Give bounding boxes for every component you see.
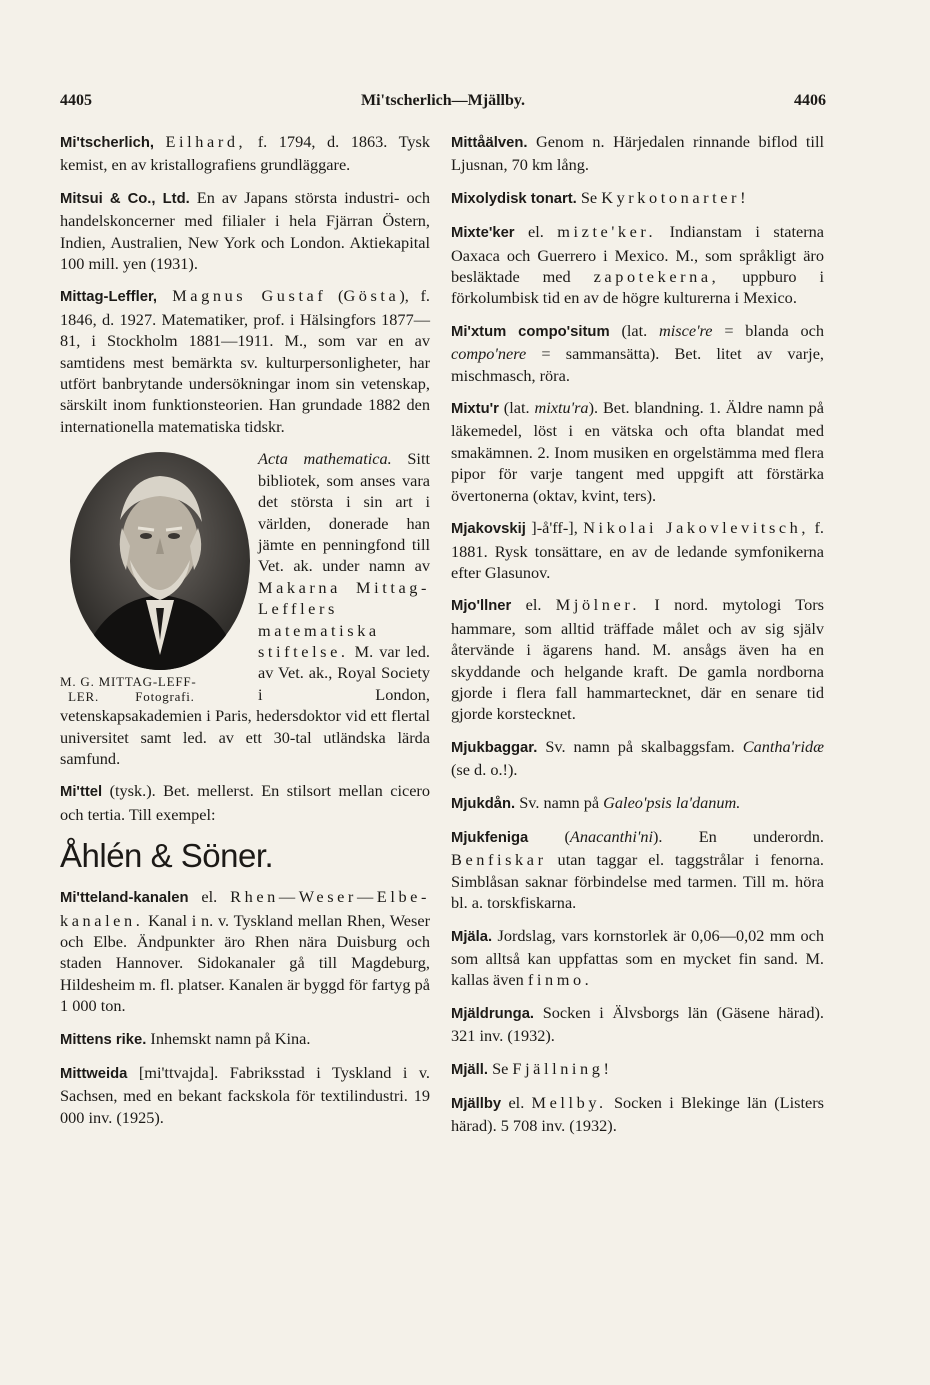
right-column (451, 131, 824, 1148)
entry-text: Jordslag, vars kornstorlek är 0,06—0,02 mm och som alltså kan uppfattas som en mycket fin sand. M. kallas även (451, 925, 824, 990)
latin-word: compo'nere (451, 344, 527, 364)
alt-name: mizte'ker. (557, 222, 657, 242)
entry-text: Socken i Älvsborgs län (Gäsene härad). 321 inv. (1932). (451, 1002, 824, 1046)
entry-text: [mi'ttvajda]. Fabriksstad i Tyskland i v. Sachsen, med en bekant fackskola för textilindustri. 19 000 inv. (1925). (60, 1063, 430, 1127)
headword: Mjo'llner (451, 598, 512, 615)
type-sample: Åhlén & Söner. (60, 837, 274, 875)
entry-text: uppburo i förkolumbisk tid en av de högre kulturerna i Mexico. (451, 267, 824, 308)
entry-mjukdan (451, 792, 824, 815)
entry-text: el. (188, 887, 231, 907)
entry-text: Indianstam i staterna Oaxaca och Guerrero i Mexico. M., som språkligt äro besläktade med (451, 222, 824, 287)
headword: Mittweida (60, 1066, 128, 1083)
entry-mittweida (60, 1062, 430, 1128)
entry-mjukbaggar (451, 736, 824, 781)
page-number-right: 4406 (794, 92, 826, 109)
entry-mjala (451, 925, 824, 991)
headword: Mjäll. (451, 1061, 488, 1078)
latin-word: mixtu'ra (534, 398, 589, 418)
entry-text: Socken i Blekinge län (Listers härad). 5 708 inv. (1932). (451, 1093, 824, 1136)
headword: Mi'tscherlich, (60, 135, 154, 151)
entry-text: (tysk.). Bet. mellerst. En stilsort mellan cicero och tertia. Till exempel: (60, 781, 430, 824)
entry-mittelland (60, 886, 430, 1016)
entry-text: I nord. mytologi Tors hammare, som alltid träffade målet och av sig själv återvände i ägarens hand. M. ansågs även ha en skyddande och helgande kraft. De gamla nordborna gjorde i flera fall hammartecknet, där en senare tid gjorde korstecknet. (451, 595, 824, 724)
headword: Mixte'ker (451, 225, 515, 242)
headword: Mjäla. (451, 928, 493, 945)
entry-mittag-leffler (60, 285, 430, 437)
page-number-left: 4405 (60, 92, 92, 109)
headword: Mjukdån. (451, 795, 516, 812)
entry-mjallby (451, 1092, 824, 1137)
entry-mjaldrunga (451, 1002, 824, 1047)
portrait-photo (68, 450, 252, 672)
headword: Mjällby (451, 1096, 502, 1113)
entry-text: el. (511, 595, 556, 615)
caption-name: LER. (68, 689, 99, 705)
entry-text: M. var led. av Vet. ak., Royal Society i London, vetenskapsakademien i Paris, hedersdoktor vid ett flertal universitet samt led. av ett 30-tal utländska lärda samfund. (60, 641, 430, 768)
caption-source: Fotografi. (135, 689, 195, 705)
alt-name: Mjölner. (555, 595, 641, 615)
cross-reference: Fjällning! (512, 1058, 613, 1078)
latin-word: Anacanthi'ni (569, 826, 653, 846)
entry-mixtur (451, 397, 824, 506)
headword: Mjäldrunga. (451, 1005, 535, 1022)
headword: Mi'ttel (60, 784, 103, 801)
entry-mittaalven (451, 131, 824, 176)
entry-text: ]-å'ff-], (525, 518, 584, 538)
headword: Mjukbaggar. (451, 739, 538, 756)
entry-text: Sv. namn på skalbaggsfam. (537, 736, 743, 756)
person-name: Nikolai Jakovlevitsch, (583, 518, 810, 538)
entry-text: (lat. (609, 320, 659, 340)
entry-mittens-rike (60, 1028, 430, 1051)
entry-text: Se (576, 187, 602, 207)
entry-text: Kanal i n. v. Tyskland mellan Rhen, Weser och Elbe. Ändpunkter äro Rhen nära Duisburg och staden Hannover. Sidokanaler gå till Magdeburg, Hildesheim m. fl. platser. Kanalen är byggd för fartyg på 1 000 ton. (60, 910, 430, 1016)
entry-text: Genom n. Härjedalen rinnande biflod till Ljusnan, 70 km lång. (451, 132, 824, 175)
entry-text: Inhemskt namn på Kina. (146, 1028, 311, 1048)
foundation-name: Makarna Mittag-Lefflers matematiska stiftelse. (258, 577, 430, 661)
entry-text: Sitt bibliotek, som anses vara det största i sin art i världen, donerade han jämte en penningfond till Vet. ak. under namn av (258, 449, 430, 576)
latin-word: Galeo'psis la'danum. (603, 792, 741, 812)
caption-line: M. G. MITTAG-LEFF- (60, 674, 197, 690)
headword: Mjakovskij (451, 521, 526, 538)
latin-word: misce're (659, 320, 713, 340)
person-name: Eilhard, (165, 132, 247, 151)
left-column (60, 131, 430, 1139)
running-title: Mi'tscherlich—Mjällby. (361, 92, 525, 109)
headword: Mixolydisk tonart. (451, 190, 577, 207)
headword: Mittåälven. (451, 135, 528, 151)
headword: Mi'xtum compo'situm (451, 323, 610, 340)
alt-name: finmo. (527, 970, 593, 990)
entry-text: ). Bet. blandning. 1. Äldre namn på läkemedel, löst i en vätska och ofta blandat med smakämnen. 2. Inom musiken en orgelstämma med flera pipor för varje tangent med uppgift att förstärka övertonerna (oktav, kvint, ters). (451, 398, 824, 505)
headword: Mittens rike. (60, 1031, 147, 1048)
entry-mjakovskij (451, 517, 824, 583)
cross-reference: Kyrkotonarter! (601, 187, 750, 207)
entry-mixtum-compositum (451, 320, 824, 386)
entry-mjollner (451, 594, 824, 724)
latin-word: Cantha'ridæ (742, 736, 824, 756)
entry-mitsui (60, 187, 430, 275)
entry-text: ). En underordn. (653, 826, 824, 846)
related-name: zapotekerna, (593, 267, 720, 287)
entry-mittel (60, 780, 430, 825)
entry-text: (lat. (498, 398, 535, 418)
journal-title: Acta mathematica. (258, 449, 392, 469)
cross-reference: Benfiskar (451, 850, 547, 870)
entry-text: utan taggar el. taggstrålar i fenorna. Simblåsan saknar förbindelse med tarmen. Till m. höra bl. a. torskfiskarna. (451, 850, 824, 913)
alt-name: Mellby. (531, 1093, 607, 1113)
entry-text: = sammansätta). Bet. litet av varje, mischmasch, röra. (451, 344, 824, 385)
entry-text: Se (488, 1058, 513, 1078)
headword: Mittag-Leffler, (60, 289, 158, 306)
entry-text: Sv. namn på (515, 792, 604, 812)
entry-text: f. 1794, d. 1863. Tysk kemist, en av kristallografiens grundläggare. (60, 132, 431, 175)
entry-text: En av Japans största industri- och handelskoncerner med filialer i hela Fjärran Östern, Indien, Australien, New York och London. Aktiekapital 100 mill. yen (1931). (60, 187, 431, 274)
portrait-figure (60, 448, 252, 704)
entry-mjall (451, 1058, 824, 1081)
alt-name: Rhen—Weser—Elbe-kanalen. (60, 887, 430, 930)
entry-text: f. 1881. Rysk tonsättare, en av de ledande symfonikerna efter Glasunov. (451, 518, 825, 582)
entry-mitscherlich (60, 131, 430, 176)
nickname: Gösta (343, 286, 400, 306)
entry-mjukfeniga (451, 826, 824, 914)
entry-mixolydisk (451, 187, 824, 210)
caption-line (60, 689, 252, 704)
entry-mixteker (451, 221, 824, 309)
entry-text: ( (326, 286, 344, 306)
entry-text: ), f. 1846, d. 1927. Matematiker, prof. i Hälsingfors 1877—81, i Stockholm 1881—1911. M., som var en av samtidens mest bemärkta sv. kulturpersonligheter, har utfört banbrytande undersökningar inom sin vetenskap, särskilt inom funktionsteorien. Han grundade 1882 den internationella matematiska tidskr. (60, 286, 430, 436)
entry-text: ( (528, 826, 570, 846)
headword: Mixtu'r (451, 401, 499, 418)
person-name: Magnus Gustaf (157, 286, 327, 306)
headword: Mjukfeniga (451, 829, 529, 846)
entry-text: el. (501, 1093, 532, 1113)
entry-text: el. (514, 222, 558, 242)
headword: Mi'tteland-kanalen (60, 890, 189, 907)
entry-text: = blanda och (712, 320, 824, 340)
headword: Mitsui & Co., Ltd. (60, 190, 190, 207)
portrait-caption (60, 674, 252, 704)
entry-text: (se d. o.!). (451, 760, 518, 780)
